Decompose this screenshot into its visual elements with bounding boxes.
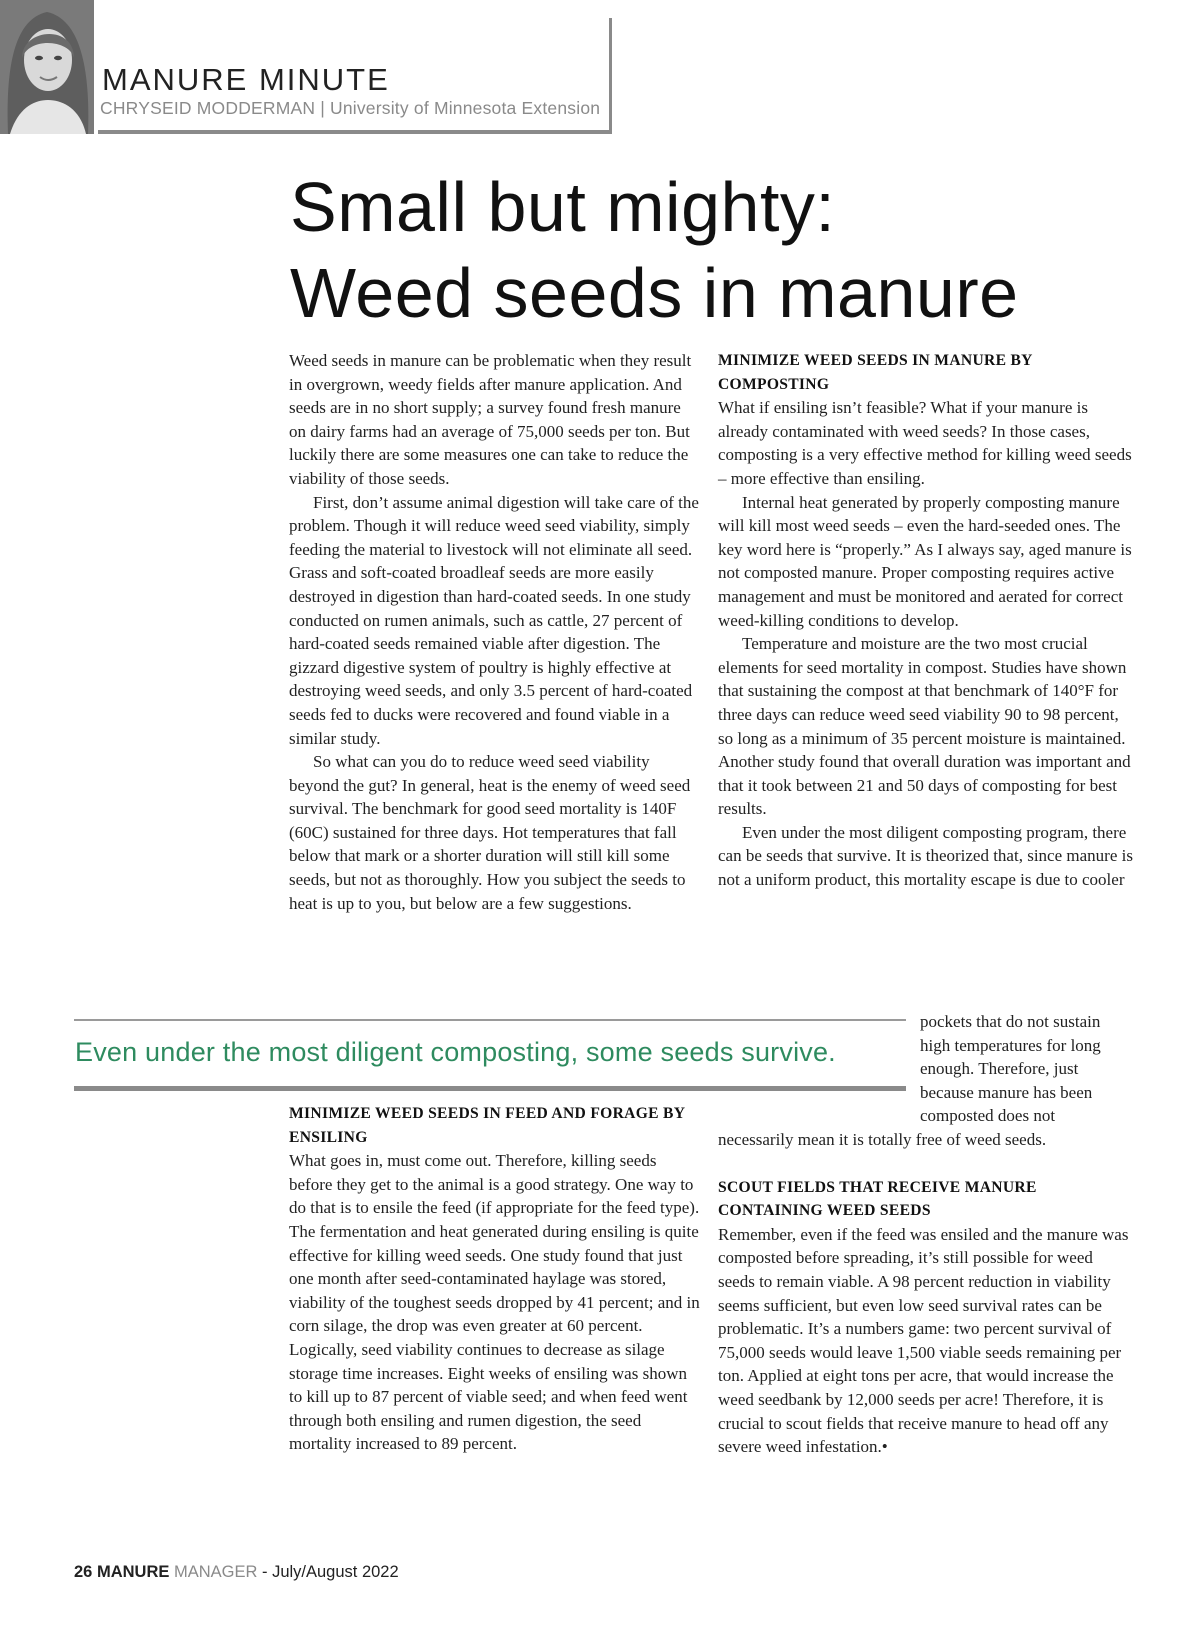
byline-separator: | xyxy=(320,98,325,118)
page-footer xyxy=(74,1564,399,1581)
column-1 xyxy=(289,349,701,915)
column-name: MANURE MINUTE xyxy=(102,62,390,97)
pull-quote: Even under the most diligent composting, some seeds survive. xyxy=(75,1037,836,1067)
column-4 xyxy=(718,1010,1133,1459)
paragraph: First, don’t assume animal digestion will take care of the problem. Though it will reduce weed seed viability, simply feeding the material to livestock will not eliminate all seed. Grass and soft-coated broadleaf seeds are more easily destroyed in digestion than hard-coated seeds. In one study conducted on rumen animals, such as cattle, 27 percent of hard-coated seeds remained viable after digestion. The gizzard digestive system of poultry is highly effective at destroying weed seeds, and only 3.5 percent of hard-coated seeds fed to ducks were recovered and found viable in a similar study. xyxy=(289,492,699,748)
magazine-name-bold: MANURE xyxy=(96,1563,170,1581)
title-line-2: Weed seeds in manure xyxy=(290,254,1019,332)
page-number: 26 xyxy=(74,1563,93,1581)
section-heading-scout-fields: SCOUT FIELDS THAT RECEIVE MANURE CONTAINING WEED SEEDS xyxy=(718,1178,1037,1220)
author-name: CHRYSEID MODDERMAN xyxy=(100,98,316,118)
article-title xyxy=(290,164,1140,336)
paragraph: So what can you do to reduce weed seed viability beyond the gut? In general, heat is the enemy of weed seed survival. The benchmark for good seed mortality is 140F (60C) sustained for three days. Hot temperatures that fall below that mark or a shorter duration will still kill some seeds, but not as thoroughly. How you subject the seeds to heat is up to you, but below are a few suggestions. xyxy=(289,752,691,913)
author-photo xyxy=(0,0,94,134)
magazine-name-light: MANAGER xyxy=(173,1563,258,1581)
column-2 xyxy=(718,349,1133,892)
section-spacer xyxy=(718,1152,1133,1176)
author-affiliation: University of Minnesota Extension xyxy=(330,98,601,118)
paragraph: Internal heat generated by properly composting manure will kill most weed seeds – even the hard-seeded ones. The key word here is “properly.” As I always say, aged manure is not composted manure. Proper composting requires active management and must be monitored and aerated for correct weed-killing conditions to develop. xyxy=(718,492,1132,630)
section-heading-ensiling: MINIMIZE WEED SEEDS IN FEED AND FORAGE BY ENSILING xyxy=(289,1105,685,1146)
section-heading-composting: MINIMIZE WEED SEEDS IN MANURE BY COMPOSTING xyxy=(718,352,1033,393)
paragraph: Remember, even if the feed was ensiled and the manure was composted before spreading, it’s still possible for weed seeds to remain viable. A 98 percent reduction in viability seems sufficient, but even low seed survival rates can be problematic. It’s a numbers game: two percent survival of 75,000 seeds would leave 1,500 viable seeds remaining per ton. Applied at eight tons per acre, that would increase the weed seedbank by 12,000 seeds per acre! Therefore, it is crucial to scout fields that receive manure to head off any severe weed infestation.• xyxy=(718,1224,1129,1457)
title-line-1: Small but mighty: xyxy=(290,168,836,246)
byline xyxy=(100,100,600,118)
pull-quote-wrap-gap xyxy=(718,1010,920,1105)
paragraph: Temperature and moisture are the two most crucial elements for seed mortality in compost. Studies have shown that sustaining the compost at that benchmark of 140°F for three days can reduce weed seed viability 90 to 98 percent, so long as a minimum of 35 percent moisture is maintained. Another study found that overall duration was important and that it took between 21 and 50 days of composting for best results. xyxy=(718,634,1131,819)
paragraph: What goes in, must come out. Therefore, killing seeds before they get to the animal is a good strategy. One way to do that is to ensile the feed (if appropriate for the feed type). The fermentation and heat generated during ensiling is quite effective for killing weed seeds. One study found that just one month after seed-contaminated haylage was stored, viability of the toughest seeds dropped by 41 percent; and in corn silage, the drop was even greater at 60 percent. Logically, seed viability continues to decrease as silage storage time increases. Eight weeks of ensiling was shown to kill up to 87 percent of viable seed; and when feed went through both ensiling and rumen digestion, the seed mortality increased to 89 percent. xyxy=(289,1151,700,1454)
paragraph: pockets that do not sustain high temperatures for long enough. Therefore, just because manure has been composted does not necessarily mean it is totally free of weed seeds. xyxy=(718,1012,1101,1149)
paragraph: Weed seeds in manure can be problematic when they result in overgrown, weedy fields after manure application. And seeds are in no short supply; a survey found fresh manure on dairy farms had an average of 75,000 seeds per ton. But luckily there are some measures one can take to reduce the viability of those seeds. xyxy=(289,351,692,488)
paragraph: Even under the most diligent composting program, there can be seeds that survive. It is theorized that, since manure is not a uniform product, this mortality escape is due to cooler xyxy=(718,822,1133,890)
column-3 xyxy=(289,1102,701,1456)
issue-date: - July/August 2022 xyxy=(262,1563,399,1581)
paragraph: What if ensiling isn’t feasible? What if your manure is already contaminated with weed seeds? In those cases, composting is a very effective method for killing weed seeds – more effective than ensiling. xyxy=(718,398,1132,488)
